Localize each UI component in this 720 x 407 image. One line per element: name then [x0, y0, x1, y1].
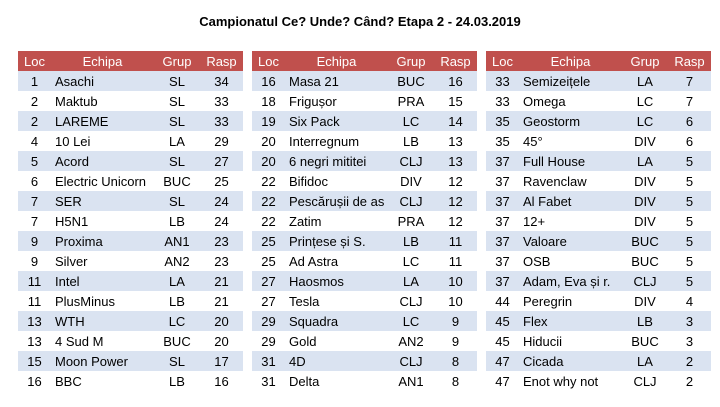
table-row: [252, 191, 477, 211]
rank-cell: 22: [252, 191, 285, 211]
answers-cell: 12: [434, 191, 477, 211]
group-cell: LC: [388, 111, 434, 131]
answers-cell: 14: [434, 111, 477, 131]
header-loc: Loc: [18, 51, 51, 71]
answers-cell: 5: [668, 231, 711, 251]
group-cell: DIV: [622, 171, 668, 191]
team-cell: PlusMinus: [51, 291, 154, 311]
rank-cell: 27: [252, 271, 285, 291]
table-row: [252, 271, 477, 291]
group-cell: LA: [622, 351, 668, 371]
group-cell: BUC: [622, 231, 668, 251]
team-cell: LAREME: [51, 111, 154, 131]
header-row: [486, 51, 711, 71]
team-cell: Valoare: [519, 231, 622, 251]
table-row: [486, 251, 711, 271]
table-row: [486, 371, 711, 391]
rank-cell: 22: [252, 211, 285, 231]
answers-cell: 21: [200, 291, 243, 311]
answers-cell: 33: [200, 91, 243, 111]
table-row: [486, 151, 711, 171]
team-cell: BBC: [51, 371, 154, 391]
group-cell: DIV: [622, 291, 668, 311]
team-cell: Semizeițele: [519, 71, 622, 91]
team-cell: Intel: [51, 271, 154, 291]
answers-cell: 5: [668, 151, 711, 171]
answers-cell: 10: [434, 291, 477, 311]
group-cell: LC: [154, 311, 200, 331]
rank-cell: 9: [18, 251, 51, 271]
team-cell: Squadra: [285, 311, 388, 331]
team-cell: SER: [51, 191, 154, 211]
group-cell: LC: [622, 91, 668, 111]
table-row: [18, 251, 243, 271]
header-team: Echipa: [519, 51, 622, 71]
team-cell: Peregrin: [519, 291, 622, 311]
table-row: [252, 231, 477, 251]
results-table-2: [252, 51, 477, 391]
answers-cell: 5: [668, 251, 711, 271]
group-cell: CLJ: [622, 271, 668, 291]
team-cell: Prințese și S.: [285, 231, 388, 251]
group-cell: CLJ: [388, 291, 434, 311]
rank-cell: 45: [486, 331, 519, 351]
answers-cell: 20: [200, 331, 243, 351]
team-cell: Hiducii: [519, 331, 622, 351]
rank-cell: 35: [486, 111, 519, 131]
results-table-1: [18, 51, 243, 391]
rank-cell: 29: [252, 331, 285, 351]
team-cell: Acord: [51, 151, 154, 171]
team-cell: WTH: [51, 311, 154, 331]
rank-cell: 20: [252, 131, 285, 151]
answers-cell: 4: [668, 291, 711, 311]
table-row: [486, 331, 711, 351]
answers-cell: 6: [668, 111, 711, 131]
table-row: [486, 311, 711, 331]
header-loc: Loc: [252, 51, 285, 71]
header-group: Grup: [388, 51, 434, 71]
group-cell: LC: [388, 251, 434, 271]
team-cell: 10 Lei: [51, 131, 154, 151]
team-cell: 6 negri mititei: [285, 151, 388, 171]
rank-cell: 4: [18, 131, 51, 151]
rank-cell: 37: [486, 171, 519, 191]
group-cell: DIV: [622, 131, 668, 151]
table-row: [486, 291, 711, 311]
header-row: [252, 51, 477, 71]
answers-cell: 16: [200, 371, 243, 391]
group-cell: SL: [154, 351, 200, 371]
team-cell: Full House: [519, 151, 622, 171]
answers-cell: 27: [200, 151, 243, 171]
rank-cell: 25: [252, 251, 285, 271]
rank-cell: 37: [486, 271, 519, 291]
table-row: [252, 311, 477, 331]
header-answers: Rasp: [200, 51, 243, 71]
rank-cell: 16: [18, 371, 51, 391]
group-cell: LB: [154, 291, 200, 311]
team-cell: H5N1: [51, 211, 154, 231]
rank-cell: 2: [18, 111, 51, 131]
rank-cell: 37: [486, 191, 519, 211]
group-cell: SL: [154, 151, 200, 171]
group-cell: LB: [388, 131, 434, 151]
rank-cell: 37: [486, 251, 519, 271]
answers-cell: 5: [668, 271, 711, 291]
answers-cell: 15: [434, 91, 477, 111]
group-cell: CLJ: [388, 191, 434, 211]
answers-cell: 24: [200, 211, 243, 231]
table-row: [486, 131, 711, 151]
table-row: [252, 151, 477, 171]
team-cell: Geostorm: [519, 111, 622, 131]
team-cell: Adam, Eva și r.: [519, 271, 622, 291]
table-row: [252, 351, 477, 371]
answers-cell: 7: [668, 91, 711, 111]
team-cell: Interregnum: [285, 131, 388, 151]
team-cell: 12+: [519, 211, 622, 231]
group-cell: BUC: [388, 71, 434, 91]
group-cell: LA: [154, 271, 200, 291]
rank-cell: 31: [252, 371, 285, 391]
answers-cell: 34: [200, 71, 243, 91]
group-cell: CLJ: [388, 151, 434, 171]
team-cell: Haosmos: [285, 271, 388, 291]
rank-cell: 11: [18, 291, 51, 311]
table-row: [486, 111, 711, 131]
answers-cell: 3: [668, 331, 711, 351]
rank-cell: 29: [252, 311, 285, 331]
answers-cell: 5: [668, 191, 711, 211]
group-cell: LA: [622, 151, 668, 171]
group-cell: CLJ: [622, 371, 668, 391]
answers-cell: 5: [668, 171, 711, 191]
header-group: Grup: [622, 51, 668, 71]
table-row: [252, 111, 477, 131]
team-cell: Frigușor: [285, 91, 388, 111]
table-row: [486, 351, 711, 371]
answers-cell: 11: [434, 251, 477, 271]
table-row: [252, 131, 477, 151]
table-row: [252, 171, 477, 191]
team-cell: Ad Astra: [285, 251, 388, 271]
answers-cell: 20: [200, 311, 243, 331]
team-cell: Gold: [285, 331, 388, 351]
answers-cell: 29: [200, 131, 243, 151]
group-cell: LB: [154, 211, 200, 231]
group-cell: AN1: [154, 231, 200, 251]
table-row: [18, 71, 243, 91]
answers-cell: 12: [434, 211, 477, 231]
answers-cell: 3: [668, 311, 711, 331]
team-cell: Flex: [519, 311, 622, 331]
group-cell: SL: [154, 71, 200, 91]
group-cell: LA: [622, 71, 668, 91]
group-cell: PRA: [388, 91, 434, 111]
rank-cell: 33: [486, 91, 519, 111]
team-cell: Omega: [519, 91, 622, 111]
results-table-3: [486, 51, 711, 391]
answers-cell: 5: [668, 211, 711, 231]
group-cell: DIV: [388, 171, 434, 191]
team-cell: OSB: [519, 251, 622, 271]
answers-cell: 13: [434, 131, 477, 151]
team-cell: Bifidoc: [285, 171, 388, 191]
rank-cell: 22: [252, 171, 285, 191]
answers-cell: 12: [434, 171, 477, 191]
rank-cell: 18: [252, 91, 285, 111]
group-cell: LA: [154, 131, 200, 151]
answers-cell: 24: [200, 191, 243, 211]
table-row: [18, 151, 243, 171]
table-row: [18, 351, 243, 371]
table-row: [18, 291, 243, 311]
answers-cell: 16: [434, 71, 477, 91]
team-cell: Moon Power: [51, 351, 154, 371]
group-cell: BUC: [154, 171, 200, 191]
answers-cell: 23: [200, 251, 243, 271]
table-row: [18, 311, 243, 331]
group-cell: LC: [388, 311, 434, 331]
team-cell: Pescărușii de as: [285, 191, 388, 211]
rank-cell: 37: [486, 151, 519, 171]
rank-cell: 19: [252, 111, 285, 131]
table-row: [18, 331, 243, 351]
group-cell: LA: [388, 271, 434, 291]
team-cell: Maktub: [51, 91, 154, 111]
group-cell: LB: [388, 231, 434, 251]
rank-cell: 9: [18, 231, 51, 251]
table-row: [18, 211, 243, 231]
answers-cell: 25: [200, 171, 243, 191]
rank-cell: 1: [18, 71, 51, 91]
group-cell: DIV: [622, 211, 668, 231]
team-cell: Cicada: [519, 351, 622, 371]
team-cell: Proxima: [51, 231, 154, 251]
rank-cell: 20: [252, 151, 285, 171]
rank-cell: 7: [18, 191, 51, 211]
team-cell: 45°: [519, 131, 622, 151]
team-cell: Enot why not: [519, 371, 622, 391]
answers-cell: 23: [200, 231, 243, 251]
table-row: [486, 231, 711, 251]
team-cell: Ravenclaw: [519, 171, 622, 191]
table-row: [18, 131, 243, 151]
team-cell: Asachi: [51, 71, 154, 91]
answers-cell: 2: [668, 371, 711, 391]
team-cell: Electric Unicorn: [51, 171, 154, 191]
rank-cell: 13: [18, 331, 51, 351]
table-row: [252, 251, 477, 271]
rank-cell: 44: [486, 291, 519, 311]
answers-cell: 11: [434, 231, 477, 251]
answers-cell: 33: [200, 111, 243, 131]
team-cell: Masa 21: [285, 71, 388, 91]
table-row: [486, 171, 711, 191]
rank-cell: 31: [252, 351, 285, 371]
rank-cell: 6: [18, 171, 51, 191]
table-row: [252, 331, 477, 351]
header-answers: Rasp: [434, 51, 477, 71]
table-row: [252, 91, 477, 111]
answers-cell: 6: [668, 131, 711, 151]
rank-cell: 2: [18, 91, 51, 111]
header-loc: Loc: [486, 51, 519, 71]
rank-cell: 47: [486, 351, 519, 371]
rank-cell: 13: [18, 311, 51, 331]
table-row: [252, 71, 477, 91]
header-row: [18, 51, 243, 71]
table-row: [18, 271, 243, 291]
team-cell: Delta: [285, 371, 388, 391]
answers-cell: 9: [434, 311, 477, 331]
rank-cell: 7: [18, 211, 51, 231]
answers-cell: 13: [434, 151, 477, 171]
answers-cell: 8: [434, 371, 477, 391]
table-row: [18, 371, 243, 391]
group-cell: LB: [622, 311, 668, 331]
answers-cell: 10: [434, 271, 477, 291]
team-cell: 4 Sud M: [51, 331, 154, 351]
group-cell: PRA: [388, 211, 434, 231]
table-row: [18, 171, 243, 191]
page-title: Campionatul Ce? Unde? Când? Etapa 2 - 24.03.2019: [199, 14, 521, 29]
header-team: Echipa: [51, 51, 154, 71]
rank-cell: 37: [486, 231, 519, 251]
header-team: Echipa: [285, 51, 388, 71]
rank-cell: 5: [18, 151, 51, 171]
rank-cell: 11: [18, 271, 51, 291]
team-cell: Tesla: [285, 291, 388, 311]
rank-cell: 37: [486, 211, 519, 231]
answers-cell: 8: [434, 351, 477, 371]
table-row: [486, 191, 711, 211]
group-cell: SL: [154, 111, 200, 131]
group-cell: DIV: [622, 191, 668, 211]
answers-cell: 7: [668, 71, 711, 91]
table-row: [486, 71, 711, 91]
rank-cell: 45: [486, 311, 519, 331]
group-cell: AN2: [388, 331, 434, 351]
group-cell: SL: [154, 91, 200, 111]
group-cell: LB: [154, 371, 200, 391]
team-cell: Zatim: [285, 211, 388, 231]
table-row: [252, 211, 477, 231]
group-cell: CLJ: [388, 351, 434, 371]
group-cell: BUC: [622, 331, 668, 351]
team-cell: Silver: [51, 251, 154, 271]
team-cell: Al Fabet: [519, 191, 622, 211]
answers-cell: 2: [668, 351, 711, 371]
header-group: Grup: [154, 51, 200, 71]
rank-cell: 16: [252, 71, 285, 91]
rank-cell: 47: [486, 371, 519, 391]
rank-cell: 33: [486, 71, 519, 91]
table-row: [18, 191, 243, 211]
table-row: [18, 91, 243, 111]
group-cell: AN1: [388, 371, 434, 391]
rank-cell: 35: [486, 131, 519, 151]
group-cell: BUC: [622, 251, 668, 271]
rank-cell: 25: [252, 231, 285, 251]
team-cell: Six Pack: [285, 111, 388, 131]
team-cell: 4D: [285, 351, 388, 371]
table-row: [252, 371, 477, 391]
table-row: [18, 231, 243, 251]
table-row: [486, 211, 711, 231]
rank-cell: 15: [18, 351, 51, 371]
group-cell: SL: [154, 191, 200, 211]
header-answers: Rasp: [668, 51, 711, 71]
table-row: [18, 111, 243, 131]
answers-cell: 9: [434, 331, 477, 351]
table-row: [486, 271, 711, 291]
rank-cell: 27: [252, 291, 285, 311]
table-row: [252, 291, 477, 311]
group-cell: AN2: [154, 251, 200, 271]
group-cell: BUC: [154, 331, 200, 351]
answers-cell: 17: [200, 351, 243, 371]
group-cell: LC: [622, 111, 668, 131]
table-row: [486, 91, 711, 111]
answers-cell: 21: [200, 271, 243, 291]
